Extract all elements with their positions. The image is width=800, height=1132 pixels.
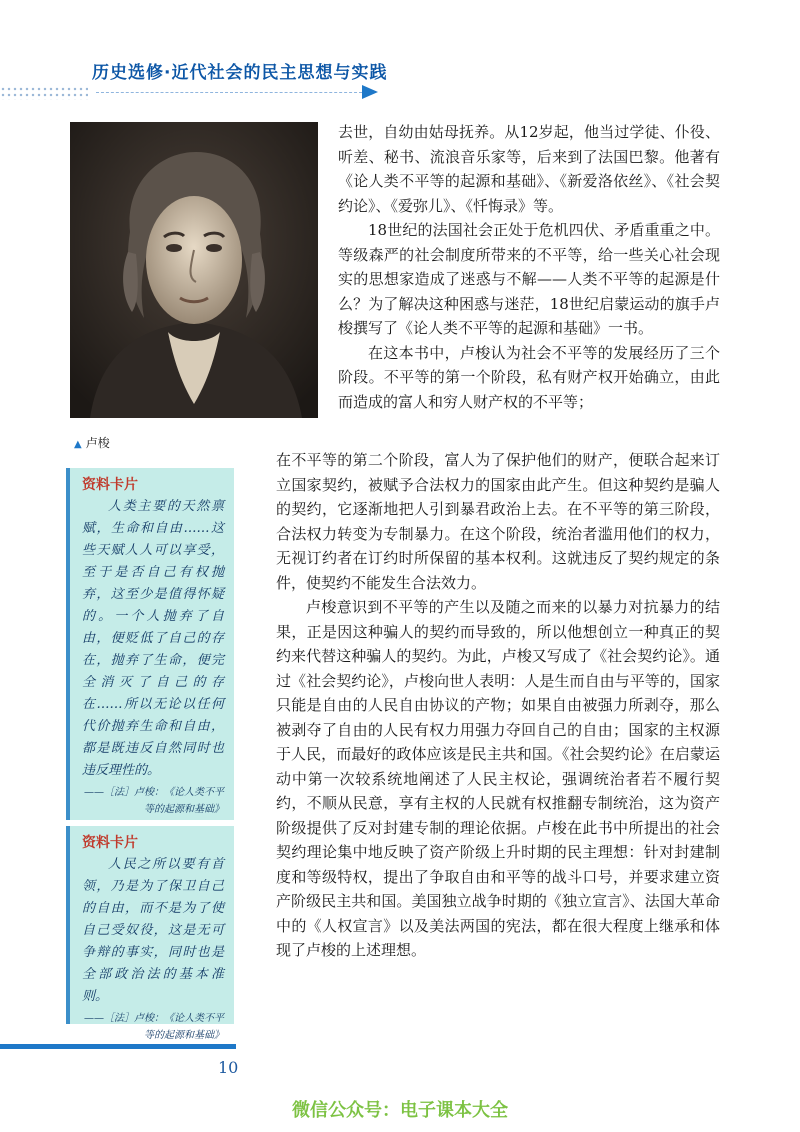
footer-rule: [0, 1044, 236, 1049]
data-card-1: [66, 468, 234, 820]
card-quote: 人类主要的天然禀赋，生命和自由……这些天赋人人可以享受，至于是否自己有权抛弃，这至少是值得怀疑的。一个人抛弃了自由，便贬低了自己的存在，抛弃了生命，便完全消灭了自己的存在……所以无论以任何代价抛弃生命和自由，都是既违反自然同时也违反理性的。: [82, 499, 224, 778]
page-number: 10: [218, 1058, 239, 1077]
card-quote: 人民之所以要有首领，乃是为了保卫自己的自由，而不是为了使自己受奴役，这是无可争辩的事实，同时也是全部政治法的基本准则。: [82, 857, 224, 1004]
data-card-2: [66, 826, 234, 1041]
paragraph: 去世，自幼由姑母抚养。从12岁起，他当过学徒、仆役、听差、秘书、流浪音乐家等，后来到了法国巴黎。他著有《论人类不平等的起源和基础》、《新爱洛依丝》、《社会契约论》、《爱弥儿》、《忏悔录》等。: [338, 123, 720, 215]
header-rule: [96, 92, 362, 93]
rousseau-portrait: [70, 122, 318, 418]
page-header-title: 历史选修·近代社会的民主思想与实践: [92, 63, 388, 83]
paragraph: 18世纪的法国社会正处于危机四伏、矛盾重重之中。等级森严的社会制度所带来的不平等，给一些关心社会现实的思想家造成了迷惑与不解——人类不平等的起源是什么？为了解决这种困惑与迷茫，18世纪启蒙运动的旗手卢梭撰写了《论人类不平等的起源和基础》一书。: [338, 221, 720, 337]
header-dot-pattern: [0, 86, 88, 100]
portrait-illustration: [70, 122, 318, 418]
card-source: ——［法］卢梭：《论人类不平等的起源和基础》: [84, 1013, 224, 1041]
paragraph: 在不平等的第二个阶段，富人为了保护他们的财产，便联合起来订立国家契约，被赋予合法权力的国家由此产生。但这种契约是骗人的契约，它逐渐地把人引到暴君政治上去。在不平等的第三阶段，合法权力转变为专制暴力。在这个阶段，统治者滥用他们的权力，无视订约者在订约时所保留的基本权利。这就违反了契约规定的条件，使契约不能发生合法效力。: [276, 451, 720, 592]
portrait-caption: [74, 434, 110, 451]
header-arrow-icon: [362, 85, 378, 99]
body-column-narrow: [338, 120, 720, 414]
paragraph: 卢梭意识到不平等的产生以及随之而来的以暴力对抗暴力的结果，正是因这种骗人的契约而导致的，所以他想创立一种真正的契约来代替这种骗人的契约。为此，卢梭又写成了《社会契约论》。通过《社会契约论》，卢梭向世人表明：人是生而自由与平等的，国家只能是自由的人民自由协议的产物；如果自由被强力所剥夺，那么被剥夺了自由的人民有权力用强力夺回自己的自由；国家的主权源于人民，而最好的政体应该是民主共和国。《社会契约论》在启蒙运动中第一次较系统地阐述了人民主权论，强调统治者若不履行契约，不顺从民意，享有主权的人民就有权推翻专制统治，这为资产阶级提供了反对封建专制的理论依据。卢梭在此书中所提出的社会契约理论集中地反映了资产阶级上升时期的民主理想：针对封建制度和等级特权，提出了争取自由和平等的战斗口号，并要求建立资产阶级民主共和国。美国独立战争时期的《独立宣言》、法国大革命中的《人权宣言》以及美法两国的宪法，都在很大程度上继承和体现了卢梭的上述理想。: [276, 598, 720, 959]
watermark-text: 微信公众号：电子课本大全: [292, 1100, 508, 1121]
portrait-caption-text: 卢梭: [85, 436, 110, 450]
caption-triangle-icon: ▲: [74, 439, 82, 450]
paragraph: 在这本书中，卢梭认为社会不平等的发展经历了三个阶段。不平等的第一个阶段，私有财产权开始确立，由此而造成的富人和穷人财产权的不平等；: [338, 343, 720, 411]
card-source: ——［法］卢梭：《论人类不平等的起源和基础》: [84, 787, 224, 815]
card-title: 资料卡片: [82, 835, 138, 851]
card-title: 资料卡片: [82, 477, 138, 493]
body-column-wide: [276, 448, 720, 963]
